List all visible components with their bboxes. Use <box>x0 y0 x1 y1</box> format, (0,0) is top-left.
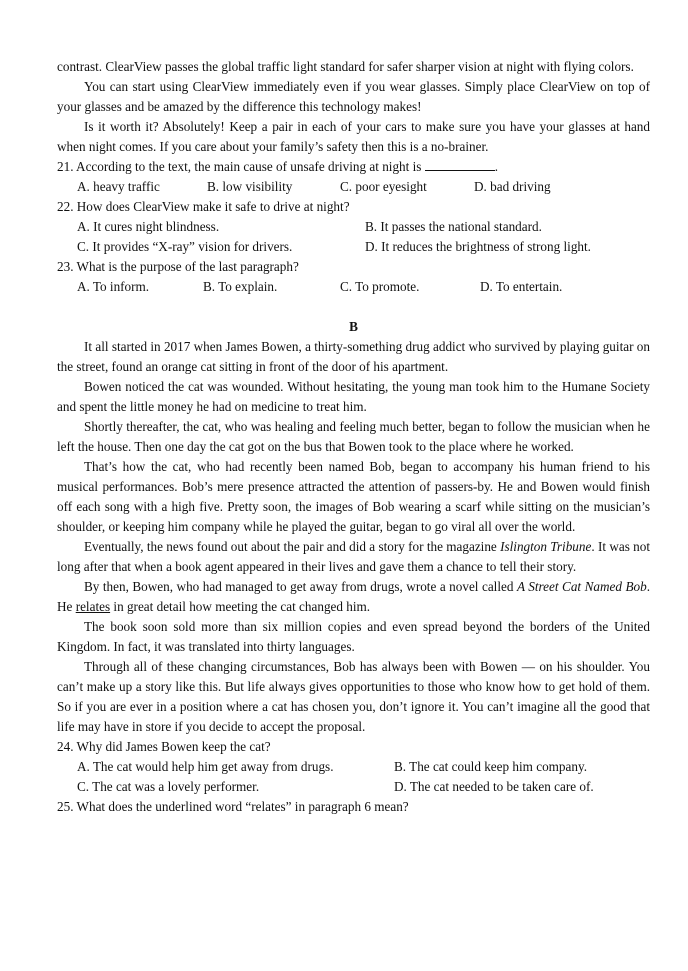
option-b: B. To explain. <box>203 279 278 294</box>
option-b: B. The cat could keep him company. <box>394 759 587 774</box>
question-24-options-row2 <box>57 777 650 797</box>
passage-b-paragraph-2: Bowen noticed the cat was wounded. Without hesitating, the young man took him to the Humane Society and spent the little money he had on medicine to treat him. <box>57 379 650 414</box>
option-d: D. It reduces the brightness of strong light. <box>365 239 591 254</box>
option-c: C. poor eyesight <box>340 179 427 194</box>
question-22-options-row2 <box>57 237 650 257</box>
option-c: C. The cat was a lovely performer. <box>77 779 260 794</box>
option-c: C. It provides “X-ray” vision for drivers. <box>77 239 293 254</box>
magazine-title: Islington Tribune <box>500 539 592 554</box>
passage-b-paragraph-8: Through all of these changing circumstances, Bob has always been with Bowen — on his shoulder. You can’t make up a story like this. But life always gives opportunities to those who know how to get hold of them. So if you are ever in a position where a cat has chosen you, don’t ignore it. You can’t imagine all the good that life may have in store if you decide to accept the proposal. <box>57 659 650 734</box>
question-24-options-row1 <box>57 757 650 777</box>
question-21-stem: 21. According to the text, the main cause of unsafe driving at night is . <box>57 159 498 174</box>
question-22-stem: 22. How does ClearView make it safe to drive at night? <box>57 199 350 214</box>
question-24-stem: 24. Why did James Bowen keep the cat? <box>57 739 271 754</box>
passage-b-paragraph-4: That’s how the cat, who had recently been named Bob, began to accompany his human friend to his musical performances. Bob’s mere presence attracted the attention of passers-by. He and Bowen would finish off each song with a high five. Pretty soon, the images of Bob wearing a scarf while sitting on the musician’s shoulder, or keeping him company while he played the guitar, began to go viral all over the world. <box>57 459 650 534</box>
question-23-options <box>57 277 650 297</box>
passage-b-paragraph-5: Eventually, the news found out about the pair and did a story for the magazine Islington Tribune. It was not long after that when a book agent appeared in their lives and gave them a chance to tell their story. <box>57 539 650 574</box>
passage-b-paragraph-6: By then, Bowen, who had managed to get away from drugs, wrote a novel called A Street Cat Named Bob. He relates in great detail how meeting the cat changed him. <box>57 579 650 614</box>
option-b: B. low visibility <box>207 179 293 194</box>
exam-page <box>57 57 650 817</box>
option-a: A. heavy traffic <box>77 179 160 194</box>
option-a: A. To inform. <box>77 279 150 294</box>
option-c: C. To promote. <box>340 279 420 294</box>
passage-b-paragraph-1: It all started in 2017 when James Bowen, a thirty-something drug addict who survived by playing guitar on the street, found an orange cat sitting in front of the door of his apartment. <box>57 339 650 374</box>
novel-title: A Street Cat Named Bob <box>516 579 647 594</box>
passage-b-paragraph-7: The book soon sold more than six million copies and even spread beyond the borders of the United Kingdom. In fact, it was translated into thirty languages. <box>57 619 650 654</box>
question-22-options-row1 <box>57 217 650 237</box>
passage-b-paragraph-3: Shortly thereafter, the cat, who was healing and feeling much better, began to follow the musician when he left the house. Then one day the cat got on the bus that Bowen took to the place where he worked. <box>57 419 650 454</box>
option-d: D. bad driving <box>474 179 551 194</box>
underlined-word: relates <box>75 599 111 614</box>
passage-a-paragraph-worth: Is it worth it? Absolutely! Keep a pair in each of your cars to make sure you have your glasses at hand when night comes. If you care about your family’s safety then this is a no-brainer. <box>57 119 650 154</box>
answer-blank <box>425 158 495 171</box>
question-25-stem: 25. What does the underlined word “relates” in paragraph 6 mean? <box>57 799 409 814</box>
option-b: B. It passes the national standard. <box>365 219 542 234</box>
question-21-options <box>57 177 650 197</box>
section-b-heading: B <box>349 319 358 334</box>
question-23-stem: 23. What is the purpose of the last paragraph? <box>57 259 299 274</box>
option-d: D. The cat needed to be taken care of. <box>394 779 594 794</box>
passage-a-paragraph-contrast: contrast. ClearView passes the global traffic light standard for safer sharper vision at night with flying colors. <box>57 59 634 74</box>
option-a: A. It cures night blindness. <box>77 219 220 234</box>
option-d: D. To entertain. <box>480 279 563 294</box>
passage-a-paragraph-glasses: You can start using ClearView immediately even if you wear glasses. Simply place ClearView on top of your glasses and be amazed by the difference this technology makes! <box>57 79 650 114</box>
option-a: A. The cat would help him get away from drugs. <box>77 759 334 774</box>
